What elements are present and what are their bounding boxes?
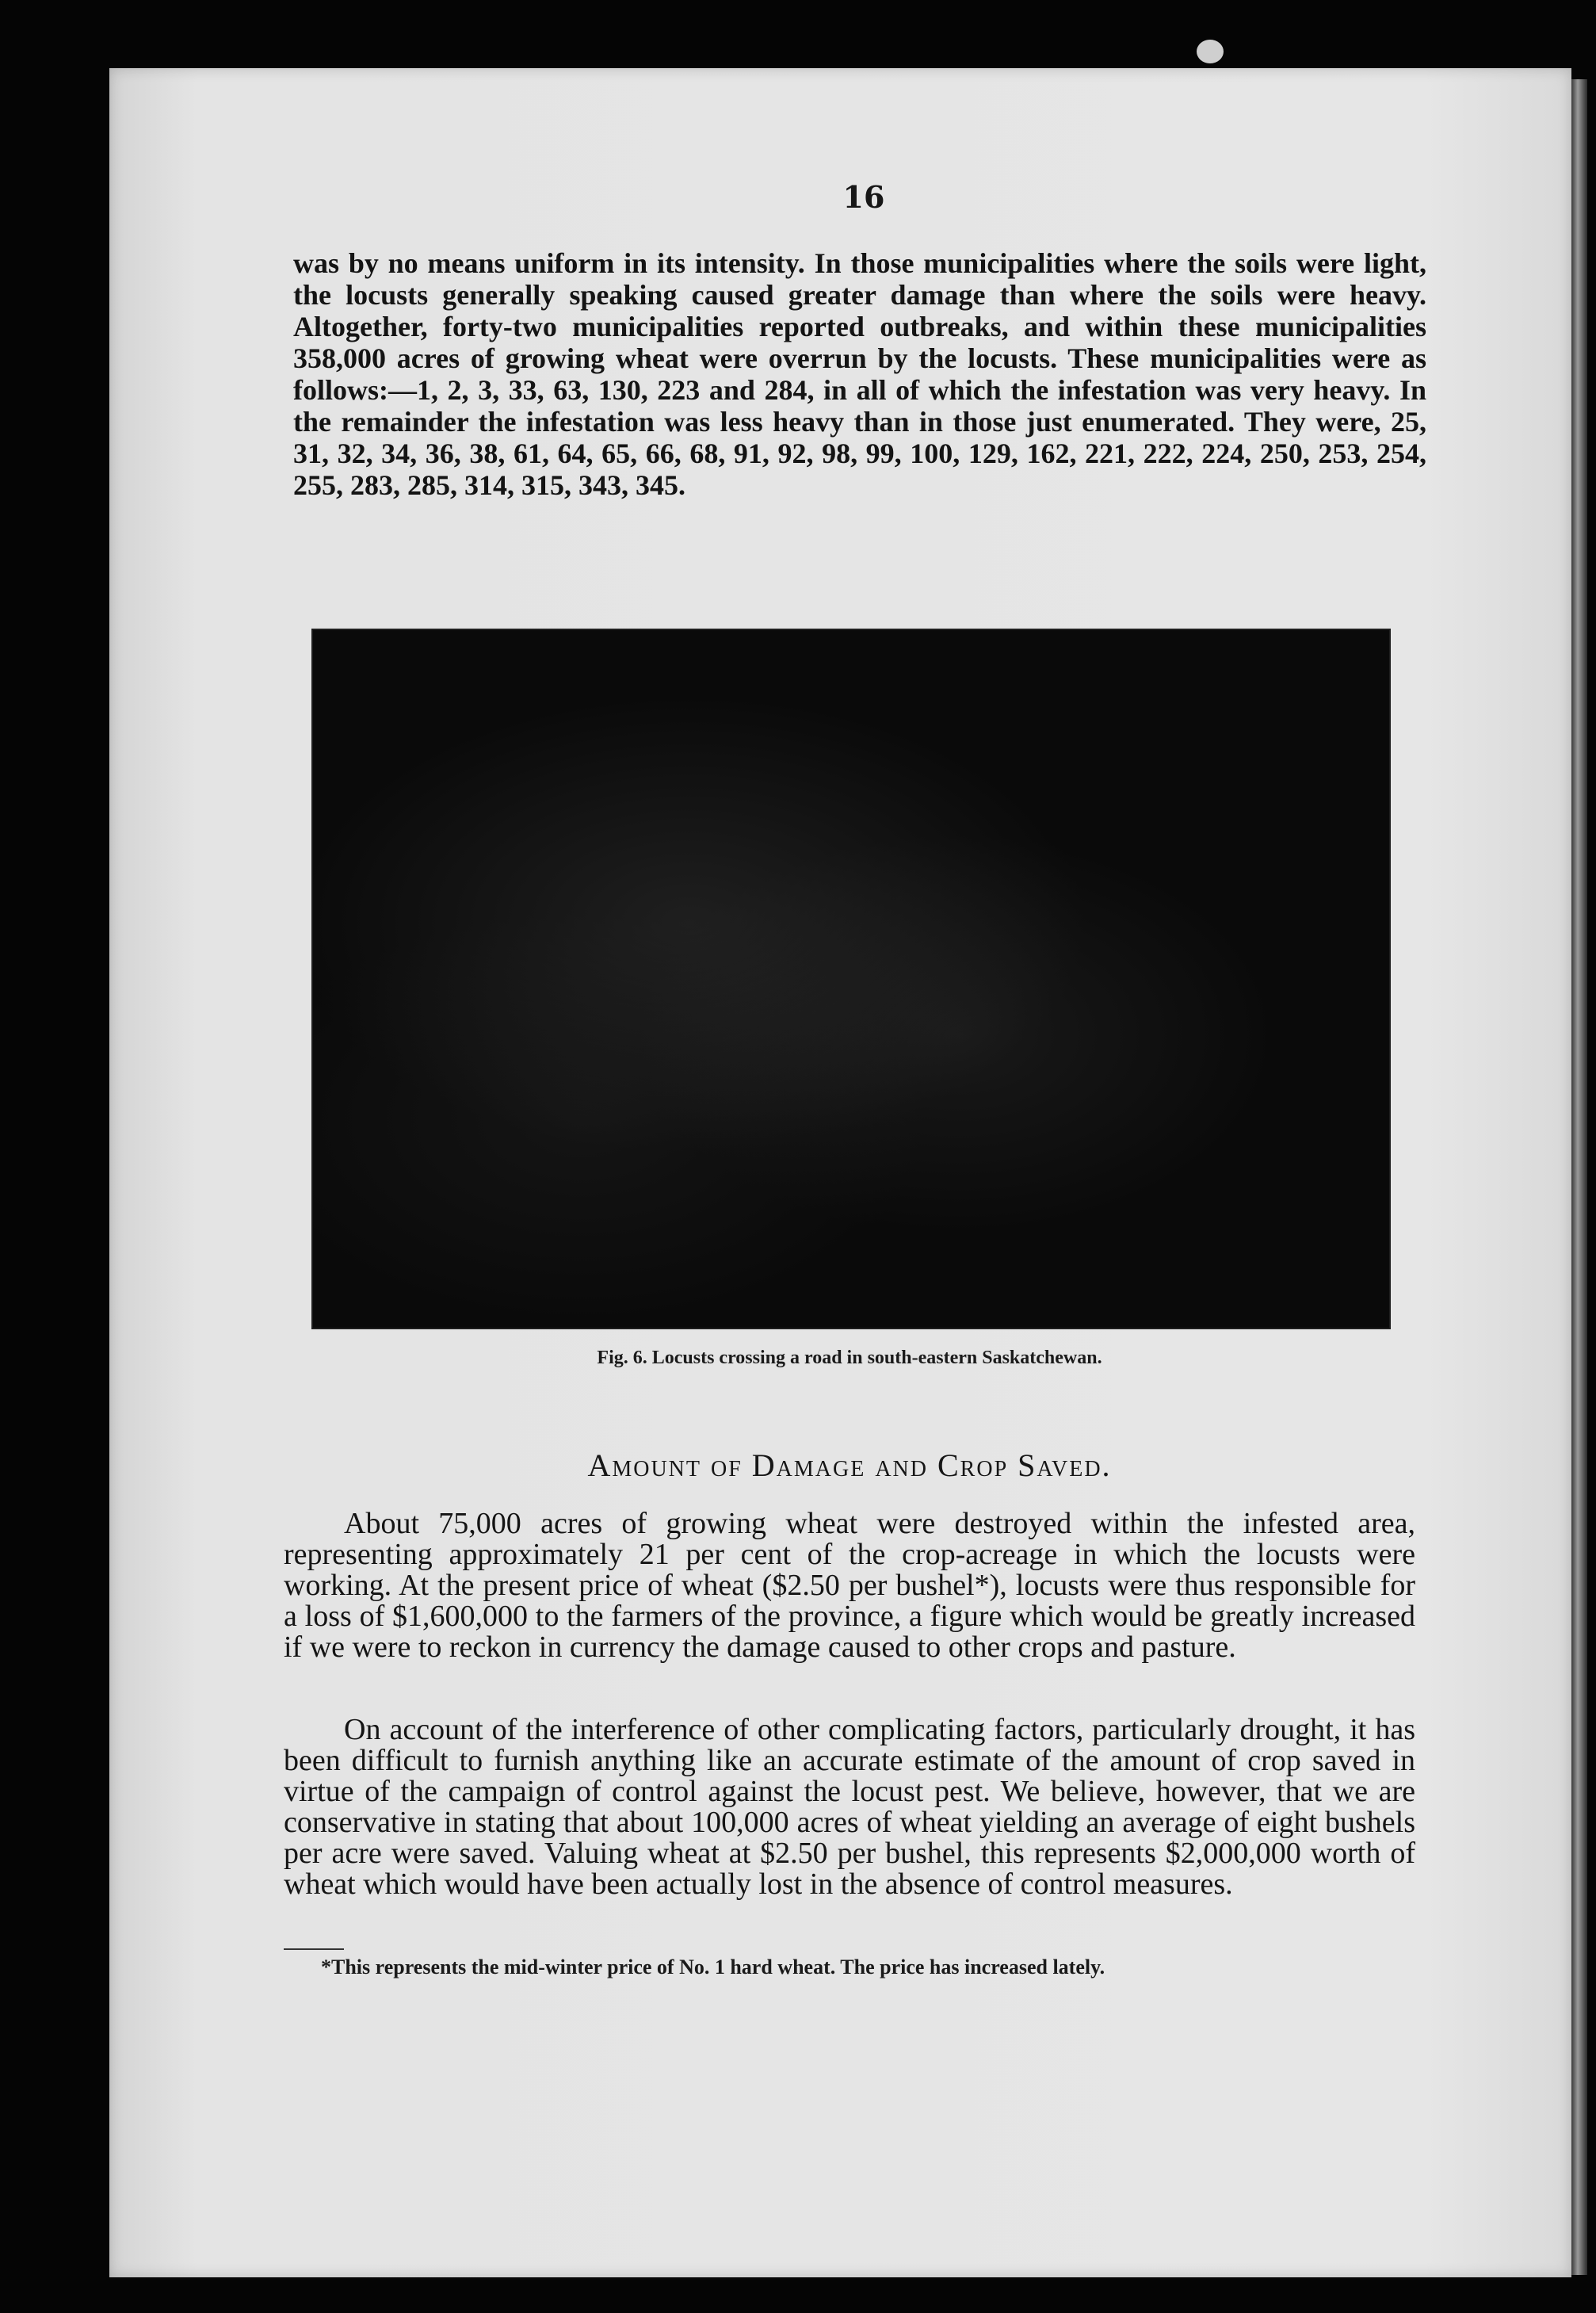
footnote-divider: [284, 1948, 344, 1950]
footnote: *This represents the mid-winter price of No. 1 hard wheat. The price has increased lately.: [321, 1956, 1105, 1978]
section-heading: Amount of Damage and Crop Saved.: [587, 1447, 1112, 1483]
figure-caption: Fig. 6. Locusts crossing a road in south-eastern Saskatchewan.: [597, 1348, 1102, 1368]
paragraph-damage: About 75,000 acres of growing wheat were destroyed within the infested area, representing approximately 21 per cent of the crop-acreage in which the locusts were working. At the present price of wheat ($2.50 per bushel*), locusts were thus responsible for a loss of $1,600,000 to the farmers of the province, a figure which would be greatly increased if we were to reckon in currency the damage caused to other crops and pasture.: [284, 1507, 1415, 1664]
figure-photo-locusts: [311, 629, 1391, 1329]
paragraph-infestation: was by no means uniform in its intensity. In those municipalities where the soils were light, the locusts generally speaking caused greater damage than where the soils were heavy. Altogether, forty-two municipalities reported outbreaks, and within these municipalities 358,000 acres of growing wheat were overrun by the locusts. These municipalities were as follows:—1, 2, 3, 33, 63, 130, 223 and 284, in all of which the infestation was very heavy. In the remainder the infestation was less heavy than in those just enumerated. They were, 25, 31, 32, 34, 36, 38, 61, 64, 65, 66, 68, 91, 92, 98, 99, 100, 129, 162, 221, 222, 224, 250, 253, 254, 255, 283, 285, 314, 315, 343, 345.: [293, 247, 1426, 501]
scan-artifact: [1197, 40, 1224, 63]
page-edge: [1571, 79, 1587, 2275]
page-number: 16: [842, 179, 885, 215]
paragraph-crop-saved: On account of the interference of other complicating factors, particularly drought, it has been difficult to furnish anything like an accurate estimate of the amount of crop saved in virtue of the campaign of control against the locust pest. We believe, however, that we are conservative in stating that about 100,000 acres of wheat yielding an average of eight bushels per acre were saved. Valuing wheat at $2.50 per bushel, this represents $2,000,000 worth of wheat which would have been actually lost in the absence of control measures.: [284, 1713, 1415, 1901]
